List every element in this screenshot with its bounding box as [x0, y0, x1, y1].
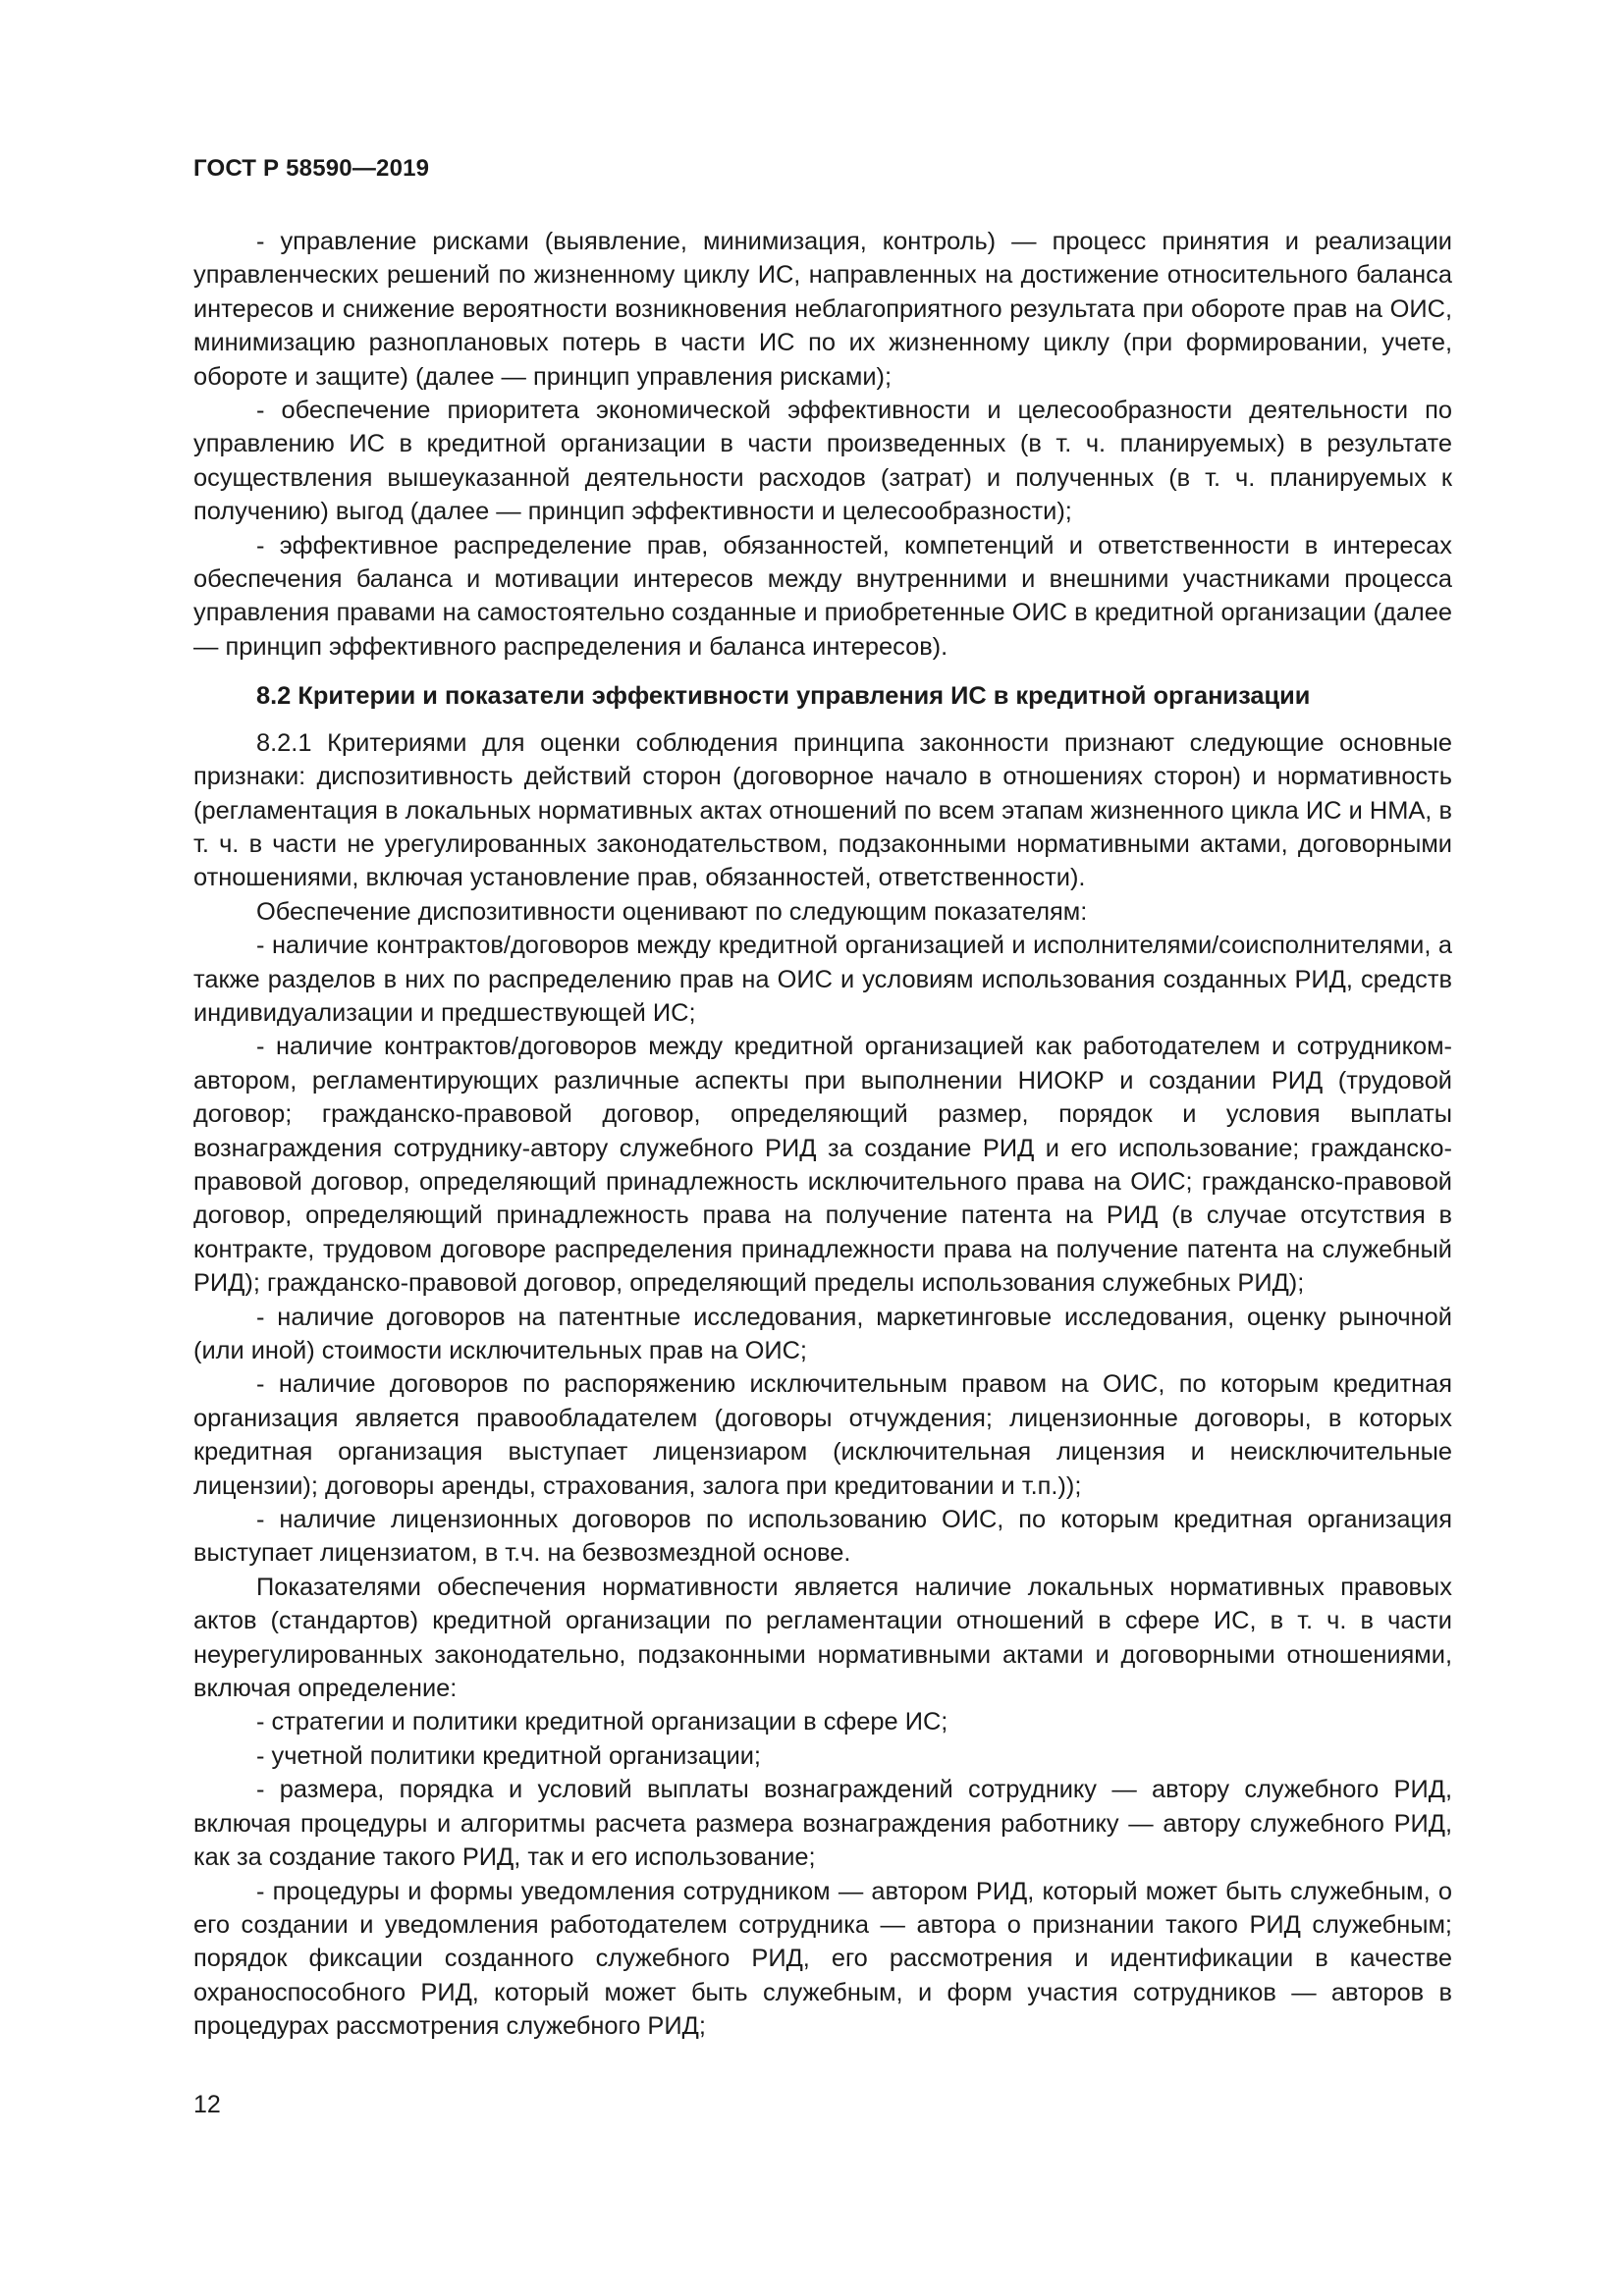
paragraph: - наличие договоров по распоряжению исключительным правом на ОИС, по которым кредитная организация является правообладателем (договоры отчуждения; лицензионные договоры, в которых кредитная организация выступает лицензиаром (исключительная лицензия и неисключительные лицензии); договоры аренды, страхования, залога при кредитовании и т.п.));	[193, 1370, 1452, 1500]
paragraph: 8.2.1 Критериями для оценки соблюдения принципа законности признают следующие основные признаки: диспозитивность действий сторон (договорное начало в отношениях сторон) и нормативность (регламентация в локальных нормативных актах отношений по всем этапам жизненного цикла ИС и НМА, в т. ч. в части не урегулированных законодательством, подзаконными нормативными актами, договорными отношениями, включая установление прав, обязанностей, ответственности).	[193, 728, 1452, 892]
paragraph: - процедуры и формы уведомления сотрудником — автором РИД, который может быть служебным, о его создании и уведомления работодателем сотрудника — автора о признании такого РИД служебным; порядок фиксации созданного служебного РИД, его рассмотрения и идентификации в качестве охраноспособного РИД, который может быть служебным, и форм участия сотрудников — авторов в процедурах рассмотрения служебного РИД;	[193, 1877, 1452, 2041]
paragraph: - учетной политики кредитной организации;	[256, 1741, 761, 1770]
paragraph: - наличие договоров на патентные исследования, маркетинговые исследования, оценку рыночной (или иной) стоимости исключительных прав на ОИС;	[193, 1303, 1452, 1364]
paragraph: - размера, порядка и условий выплаты вознаграждений сотруднику — автору служебного РИД, включая процедуры и алгоритмы расчета размера вознаграждения работнику — автору служебного РИД, как за создание такого РИД, так и его использование;	[193, 1776, 1452, 1872]
paragraph: - управление рисками (выявление, минимизация, контроль) — процесс принятия и реализации управленческих решений по жизненному циклу ИС, направленных на достижение относительного баланса интересов и снижение вероятности возникновения неблагоприятного результата при обороте прав на ОИС, минимизацию разноплановых потерь в части ИС по их жизненному циклу (при формировании, учете, обороте и защите) (далее — принцип управления рисками);	[193, 228, 1452, 391]
paragraph: - наличие контрактов/договоров между кредитной организацией как работодателем и сотрудником-автором, регламентирующих различные аспекты при выполнении НИОКР и создании РИД (трудовой договор; гражданско-правовой договор, определяющий размер, порядок и условия выплаты вознаграждения сотруднику-автору служебного РИД за создание РИД и его использование; гражданско-правовой договор, определяющий принадлежность исключительного права на ОИС; гражданско-правовой договор, определяющий принадлежность права на получение патента на РИД (в случае отсутствия в контракте, трудовом договоре распределения принадлежности права на получение патента на служебный РИД); гражданско-правовой договор, определяющий пределы использования служебных РИД);	[193, 1033, 1452, 1298]
paragraph: Показателями обеспечения нормативности является наличие локальных нормативных правовых актов (стандартов) кредитной организации по регламентации отношений в сфере ИС, в т. ч. в части неурегулированных законодательно, подзаконными нормативными актами и договорными отношениями, включая определение:	[193, 1573, 1452, 1703]
document-body	[193, 225, 1452, 2044]
paragraph: - наличие контрактов/договоров между кредитной организацией и исполнителями/соисполнителями, а также разделов в них по распределению прав на ОИС и условиям использования созданных РИД, средств индивидуализации и предшествующей ИС;	[193, 932, 1452, 1027]
page-number: 12	[193, 2091, 221, 2118]
paragraph: - стратегии и политики кредитной организации в сфере ИС;	[256, 1708, 948, 1736]
section-heading: 8.2 Критерии и показатели эффективности управления ИС в кредитной организации	[256, 682, 1311, 711]
paragraph: - наличие лицензионных договоров по использованию ОИС, по которым кредитная организация выступает лицензиатом, в т.ч. на безвозмездной основе.	[193, 1506, 1452, 1568]
document-header: ГОСТ Р 58590—2019	[193, 155, 430, 182]
paragraph: - эффективное распределение прав, обязанностей, компетенций и ответственности в интересах обеспечения баланса и мотивации интересов между внутренними и внешними участниками процесса управления правами на самостоятельно созданные и приобретенные ОИС в кредитной организации (далее — принцип эффективного распределения и баланса интересов).	[193, 531, 1452, 661]
paragraph: Обеспечение диспозитивности оценивают по следующим показателям:	[256, 897, 1088, 926]
paragraph: - обеспечение приоритета экономической эффективности и целесообразности деятельности по управлению ИС в кредитной организации в части произведенных (в т. ч. планируемых) в результате осуществления вышеуказанной деятельности расходов (затрат) и полученных (в т. ч. планируемых к получению) выгод (далее — принцип эффективности и целесообразности);	[193, 397, 1452, 526]
